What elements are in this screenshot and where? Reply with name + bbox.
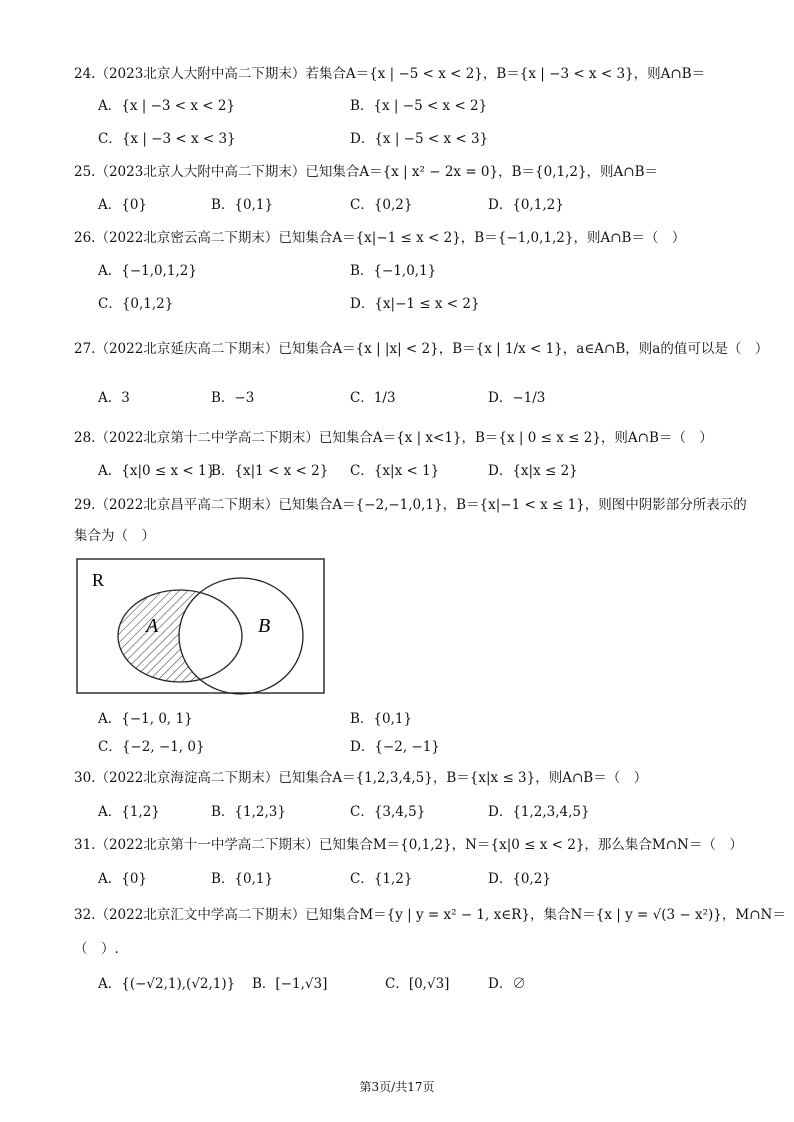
question-31-option-b: B．{0,1} [211,871,274,887]
question-25-option-a: A．{0} [98,197,148,213]
question-25-option-c: C．{0,2} [350,197,413,213]
question-27-option-d: D．−1/3 [488,390,546,406]
question-29-option-c: C．{−2, −1, 0} [98,739,205,755]
question-28-option-d: D．{x|x ≤ 2} [488,463,578,479]
question-27-stem: 27.（2022北京延庆高二下期末）已知集合A＝{x | |x| < 2}，B＝{x | 1/x < 1}，a∈A∩B，则a的值可以是（ ） [74,341,769,357]
page-number: 第3页/共17页 [359,1080,435,1094]
question-25-stem: 25.（2023北京人大附中高二下期末）已知集合A＝{x | x² − 2x = 0}，B＝{0,1,2}，则A∩B＝ [74,164,659,180]
question-29-stem-continued: 集合为（ ） [74,528,155,544]
question-28-option-c: C．{x|x < 1} [350,463,440,479]
question-28-stem: 28.（2022北京第十二中学高二下期末）已知集合A＝{x | x<1}，B＝{x | 0 ≤ x ≤ 2}，则A∩B＝（ ） [74,430,713,446]
question-26-option-b: B．{−1,0,1} [350,263,437,279]
question-29-option-a: A．{−1, 0, 1} [98,711,193,727]
question-32-option-d: D．∅ [488,976,526,992]
question-25-option-d: D．{0,1,2} [488,197,564,213]
question-29-option-b: B．{0,1} [350,711,413,727]
set-a-label: A [146,615,159,637]
question-32-stem: 32.（2022北京汇文中学高二下期末）已知集合M＝{y | y = x² − 1, x∈R}，集合N＝{x | y = √(3 − x²)}，M∩N＝ [74,907,786,923]
question-32-option-c: C．[0,√3] [385,976,450,992]
question-24-option-a: A．{x | −3 < x < 2} [98,98,236,114]
question-30-option-c: C．{3,4,5} [350,804,426,820]
question-27-option-b: B．−3 [211,390,255,406]
question-24-stem: 24.（2023北京人大附中高二下期末）若集合A＝{x | −5 < x < 2}，B＝{x | −3 < x < 3}，则A∩B＝ [74,66,706,82]
question-31-option-d: D．{0,2} [488,871,551,887]
question-27-option-a: A．3 [98,390,130,406]
question-32-option-b: B．[−1,√3] [252,976,328,992]
question-24-option-d: D．{x | −5 < x < 3} [350,131,489,147]
question-26-option-a: A．{−1,0,1,2} [98,263,197,279]
question-30-option-a: A．{1,2} [98,804,160,820]
set-b-label: B [258,615,271,637]
question-24-option-c: C．{x | −3 < x < 3} [98,131,236,147]
question-31-stem: 31.（2022北京第十一中学高二下期末）已知集合M＝{0,1,2}，N＝{x|0 ≤ x < 2}，那么集合M∩N＝（ ） [74,837,743,853]
question-25-option-b: B．{0,1} [211,197,274,213]
venn-diagram [76,558,326,695]
question-31-option-c: C．{1,2} [350,871,413,887]
question-32-option-a: A．{(−√2,1),(√2,1)} [98,976,236,992]
question-30-option-b: B．{1,2,3} [211,804,286,820]
question-32-stem-continued: （ ）. [74,941,119,957]
question-24-option-b: B．{x | −5 < x < 2} [350,98,488,114]
question-29-option-d: D．{−2, −1} [350,739,440,755]
universal-set-label: R [92,570,105,590]
question-26-stem: 26.（2022北京密云高二下期末）已知集合A＝{x|−1 ≤ x < 2}，B＝{−1,0,1,2}，则A∩B＝（ ） [74,230,686,246]
question-26-option-d: D．{x|−1 ≤ x < 2} [350,296,480,312]
question-30-stem: 30.（2022北京海淀高二下期末）已知集合A＝{1,2,3,4,5}，B＝{x|x ≤ 3}，则A∩B＝（ ） [74,770,648,786]
question-26-option-c: C．{0,1,2} [98,296,174,312]
question-28-option-a: A．{x|0 ≤ x < 1} [98,463,216,479]
question-30-option-d: D．{1,2,3,4,5} [488,804,590,820]
question-27-option-c: C．1/3 [350,390,396,406]
question-28-option-b: B．{x|1 < x < 2} [211,463,329,479]
question-29-stem: 29.（2022北京昌平高二下期末）已知集合A＝{−2,−1,0,1}，B＝{x|−1 < x ≤ 1}，则图中阴影部分所表示的 [74,497,747,513]
question-31-option-a: A．{0} [98,871,148,887]
